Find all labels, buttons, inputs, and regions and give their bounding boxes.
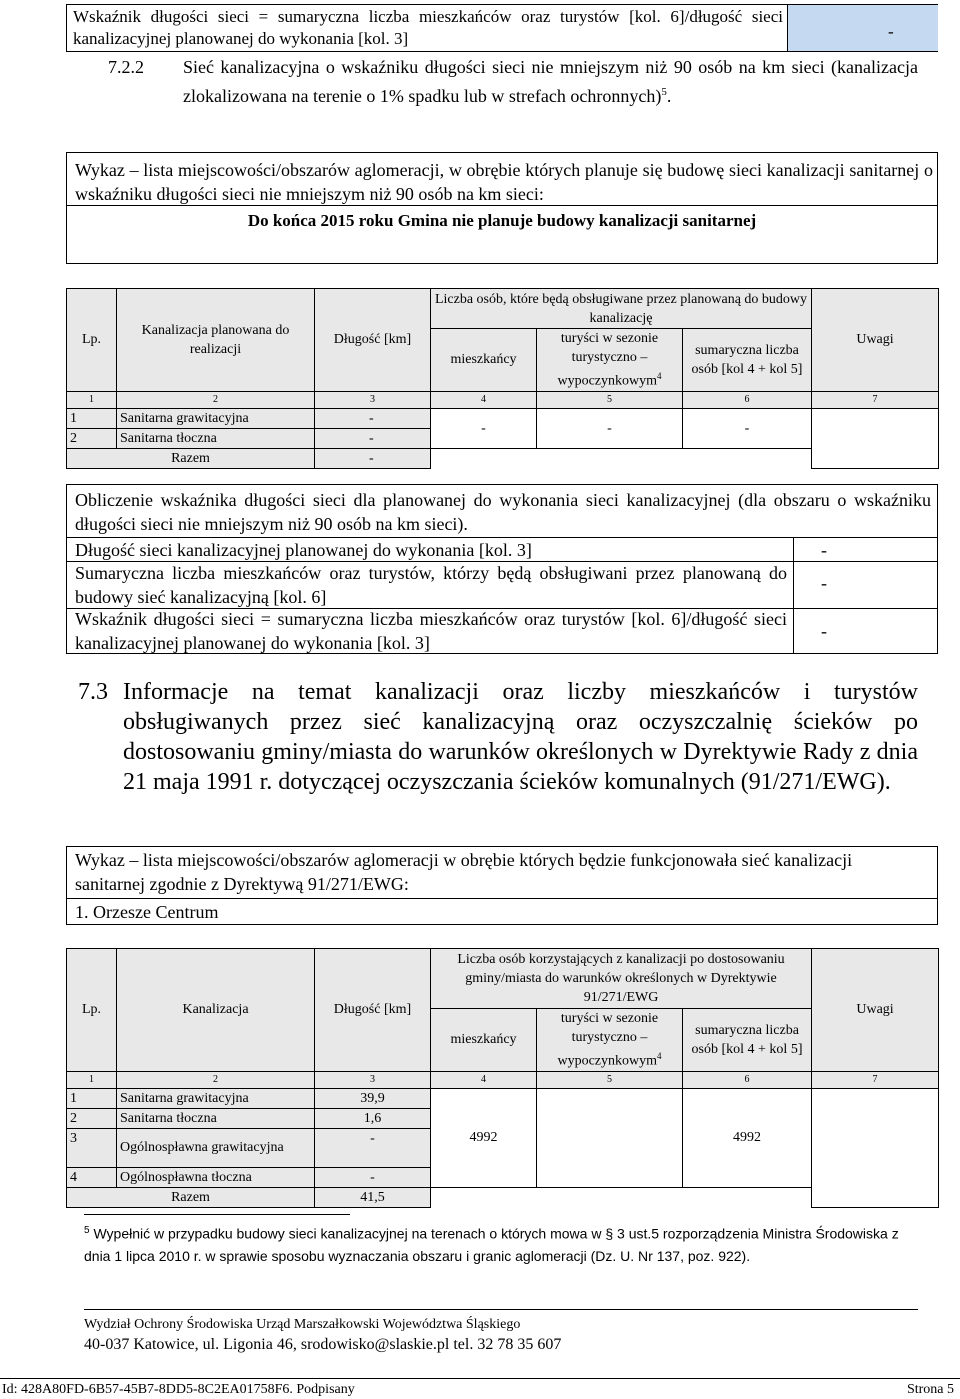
t1-colnum: 2 [117, 391, 315, 408]
t2-colnum: 2 [117, 1071, 315, 1088]
t2-header-sumaryczna: sumaryczna liczba osób [kol 4 + kol 5] [683, 1009, 812, 1072]
footnote-separator [84, 1214, 350, 1215]
footnote-number: 5 [84, 1225, 90, 1236]
table-row [67, 408, 939, 428]
t2-total-label: Razem [67, 1187, 315, 1207]
t1-colnum: 7 [812, 391, 939, 408]
t1-header-mieszkancy: mieszkańcy [431, 329, 537, 392]
table-row [67, 1088, 939, 1108]
t1-merged-mieszkancy: - [431, 408, 537, 448]
t2-row-name: Ogólnospławna grawitacyjna [117, 1128, 315, 1167]
calc-heading: Obliczenie wskaźnika długości sieci dla planowanej do wykonania sieci kanalizacyjnej (dla obszaru o wskaźniku długości sieci nie mniejszym niż 90 osób na km sieci). [75, 490, 931, 534]
t2-header-kanalizacja: Kanalizacja [117, 949, 315, 1072]
t2-header-dlugosc: Długość [km] [315, 949, 431, 1072]
top-index-label: Wskaźnik długości sieci = sumaryczna liczba mieszkańców oraz turystów [kol. 6]/długość sieci kanalizacyjnej planowanej do wykonania [kol. 3] [73, 7, 783, 48]
section-722-number: 7.2.2 [108, 57, 144, 77]
footnote-text: Wypełnić w przypadku budowy sieci kanalizacyjnej na terenach o których mowa w § 3 ust.5 rozporządzenia Ministra Środowiska z dnia 1 lipca 2010 r. w sprawie sposobu wyznaczania obszaru i granic aglomeracji (Dz. U. Nr 137, poz. 922). [84, 1225, 899, 1264]
t2-uwagi-cell [812, 1088, 939, 1207]
footer-line-1: Wydział Ochrony Środowiska Urząd Marszałkowski Województwa Śląskiego [84, 1317, 521, 1332]
t2-row-name: Ogólnospławna tłoczna [117, 1167, 315, 1187]
page-number: Strona 5 [906, 1382, 954, 1397]
t1-merged-turysci: - [537, 408, 683, 448]
t2-row-lp: 3 [67, 1128, 117, 1167]
top-index-value-cell [787, 5, 938, 51]
list-box-1-divider [67, 205, 937, 206]
t2-row-len: 1,6 [315, 1108, 431, 1128]
t2-row-len: 39,9 [315, 1088, 431, 1108]
t2-header-turysci-sup: 4 [657, 1051, 662, 1061]
t2-row-lp: 4 [67, 1167, 117, 1187]
t1-colnum: 1 [67, 391, 117, 408]
t1-header-lp: Lp. [67, 289, 117, 392]
document-id: Id: 428A80FD-6B57-45B7-8DD5-8C2EA01758F6. Podpisany [2, 1382, 355, 1397]
t2-header-mieszkancy: mieszkańcy [431, 1009, 537, 1072]
t1-row-len-value: - [369, 410, 374, 426]
t1-row-name: Sanitarna grawitacyjna [117, 408, 315, 428]
t1-header-uwagi: Uwagi [812, 289, 939, 392]
calc-box [66, 484, 938, 654]
calc-row-2-label: Sumaryczna liczba mieszkańców oraz turystów, którzy będą obsługiwani przez planowaną do budowy sieć kanalizacyjną [kol. 6] [75, 563, 787, 607]
t1-row-lp: 1 [67, 408, 117, 428]
t1-total-len-value: - [369, 450, 374, 466]
t1-row-lp: 2 [67, 428, 117, 448]
t1-colnum: 3 [315, 391, 431, 408]
footnote-ref: 5 [661, 86, 667, 98]
t2-empty [431, 1187, 812, 1207]
t2-row-name: Sanitarna tłoczna [117, 1108, 315, 1128]
calc-row-1-value: - [821, 540, 827, 560]
section-722-body: Sieć kanalizacyjna o wskaźniku długości sieci nie mniejszym niż 90 osób na km sieci (kanalizacja zlokalizowana na terenie o 1% spadku lub w strefach ochronnych) [183, 57, 918, 106]
t2-header-turysci-text: turyści w sezonie turystyczno – wypoczynkowym [557, 1011, 659, 1069]
calc-row-1-label: Długość sieci kanalizacyjnej planowanej do wykonania [kol. 3] [75, 540, 532, 560]
t1-header-dlugosc: Długość [km] [315, 289, 431, 392]
list-box-2-heading: Wykaz – lista miejscowości/obszarów aglomeracji w obrębie których będzie funkcjonowała sieć kanalizacji sanitarnej zgodnie z Dyrektywą 91/271/EWG: [75, 850, 853, 894]
t2-total-len: 41,5 [315, 1187, 431, 1207]
t2-merged-mieszkancy: 4992 [431, 1088, 537, 1187]
t2-header-lp: Lp. [67, 949, 117, 1072]
t2-row-len: - [315, 1167, 431, 1187]
t1-header-sumaryczna: sumaryczna liczba osób [kol 4 + kol 5] [683, 329, 812, 392]
t1-empty [431, 448, 812, 468]
table-total-row [67, 448, 939, 468]
t1-row-len [315, 408, 431, 428]
t2-row-len: - [315, 1128, 431, 1167]
t2-header-turysci [537, 1009, 683, 1072]
section-73-text: Informacje na temat kanalizacji oraz liczby mieszkańców i turystów obsługiwanych przez sieć kanalizacyjną oraz oczyszczalnię ścieków po dostosowaniu gminy/miasta do warunków określonych w Dyrektywie Rady z dnia 21 maja 1991 r. dotyczącej oczyszczania ścieków komunalnych (91/271/EWG). [123, 679, 918, 795]
list-box-1-bold-text: Do końca 2015 roku Gmina nie planuje budowy kanalizacji sanitarnej [247, 211, 757, 230]
t1-header-group: Liczba osób, które będą obsługiwane przez planowaną do budowy kanalizację [431, 289, 812, 329]
top-index-value: - [888, 22, 894, 41]
list-box-2-item: 1. Orzesze Centrum [75, 902, 219, 922]
t2-colnum: 1 [67, 1071, 117, 1088]
list-box-1-heading: Wykaz – lista miejscowości/obszarów aglomeracji, w obrębie których planuje się budowę sieci kanalizacji sanitarnej o wskaźniku długości sieci nie mniejszym niż 90 osób na km sieci: [75, 160, 933, 204]
list-box-2 [66, 846, 938, 925]
list-box-2-divider [67, 898, 937, 899]
calc-row-2-value: - [821, 573, 827, 593]
t2-colnum: 3 [315, 1071, 431, 1088]
section-73-number: 7.3 [78, 679, 108, 705]
table-directive-sewage [66, 948, 939, 1208]
t1-header-turysci [537, 329, 683, 392]
t1-row-name: Sanitarna tłoczna [117, 428, 315, 448]
t2-row-name: Sanitarna grawitacyjna [117, 1088, 315, 1108]
t1-colnum: 6 [683, 391, 812, 408]
footer-line-2: 40-037 Katowice, ul. Ligonia 46, srodowisko@slaskie.pl tel. 32 78 35 607 [84, 1336, 562, 1353]
t2-colnum: 7 [812, 1071, 939, 1088]
t1-row-len [315, 428, 431, 448]
calc-row-3-label: Wskaźnik długości sieci = sumaryczna liczba mieszkańców oraz turystów [kol. 6]/długość sieci kanalizacyjnej planowanej do wykonania [kol. 3] [75, 609, 787, 653]
calc-value-divider [793, 537, 794, 653]
t2-row-lp: 2 [67, 1108, 117, 1128]
t1-colnum: 5 [537, 391, 683, 408]
footnote [84, 1220, 914, 1267]
t1-header-turysci-sup: 4 [657, 371, 662, 381]
footer-separator [84, 1309, 918, 1310]
t2-header-uwagi: Uwagi [812, 949, 939, 1072]
table-total-row [67, 1187, 939, 1207]
t1-colnum: 4 [431, 391, 537, 408]
t2-colnum: 6 [683, 1071, 812, 1088]
t1-header-turysci-text: turyści w sezonie turystyczno – wypoczynkowym [557, 331, 659, 389]
section-722-text [183, 55, 918, 109]
t2-row-lp: 1 [67, 1088, 117, 1108]
top-index-box [66, 4, 938, 52]
t2-merged-turysci [537, 1088, 683, 1187]
t2-header-group: Liczba osób korzystających z kanalizacji po dostosowaniu gminy/miasta do warunków określonych w Dyrektywie 91/271/EWG [431, 949, 812, 1009]
t1-uwagi-cell [812, 408, 939, 468]
t1-merged-sumaryczna: - [683, 408, 812, 448]
t1-total-len [315, 448, 431, 468]
list-box-1 [66, 152, 938, 264]
t1-row-len-value: - [369, 430, 374, 446]
t2-colnum: 5 [537, 1071, 683, 1088]
t1-header-kanalizacja: Kanalizacja planowana do realizacji [117, 289, 315, 392]
section-722-end: . [666, 86, 672, 106]
t2-colnum: 4 [431, 1071, 537, 1088]
t1-total-label: Razem [67, 448, 315, 468]
t2-merged-sumaryczna: 4992 [683, 1088, 812, 1187]
calc-row-3-value: - [821, 621, 827, 641]
table-planned-sewage [66, 288, 939, 469]
page-bottom-line [0, 1378, 960, 1379]
